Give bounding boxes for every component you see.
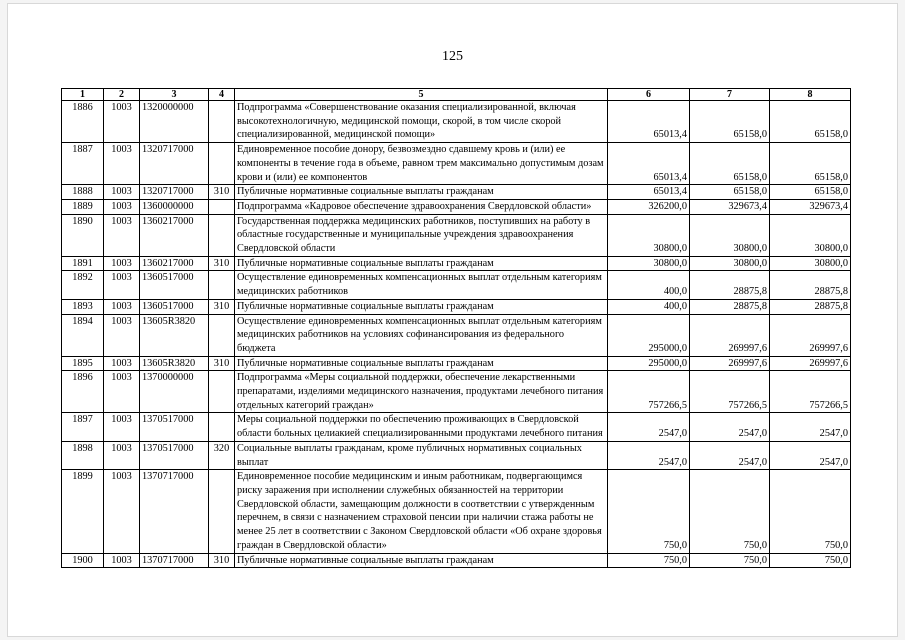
amount-col-7: 30800,0: [690, 256, 770, 271]
column-header: 6: [608, 89, 690, 101]
table-row: [62, 314, 851, 356]
amount-col-6: 400,0: [608, 299, 690, 314]
row-number: 1900: [62, 553, 104, 568]
target-article-code: 1370517000: [140, 441, 209, 469]
header-row: [62, 89, 851, 101]
amount-col-8: 28875,8: [770, 271, 851, 299]
amount-col-6: 757266,5: [608, 371, 690, 413]
item-name: Единовременное пособие медицинским и иным работникам, подвергающимся риску заражения при исполнении служебных обязанностей на территории Свердловской области, замещающим должности в соответствии с утвержденным перечнем, в связи с назначением страховой пенсии при наличии стажа работы не менее 25 лет в соответствии с Законом Свердловской области «Об охране здоровья граждан в Свердловской области»: [235, 470, 608, 553]
column-header: 4: [209, 89, 235, 101]
table-row: [62, 101, 851, 143]
target-article-code: 1320717000: [140, 143, 209, 185]
amount-col-8: 329673,4: [770, 199, 851, 214]
table-row: [62, 441, 851, 469]
table-row: [62, 199, 851, 214]
amount-col-7: 329673,4: [690, 199, 770, 214]
row-number: 1897: [62, 413, 104, 441]
row-number: 1896: [62, 371, 104, 413]
target-article-code: 13605R3820: [140, 356, 209, 371]
expense-type-code: 310: [209, 256, 235, 271]
target-article-code: 1320000000: [140, 101, 209, 143]
section-code: 1003: [104, 256, 140, 271]
amount-col-6: 2547,0: [608, 413, 690, 441]
item-name: Публичные нормативные социальные выплаты гражданам: [235, 553, 608, 568]
amount-col-8: 269997,6: [770, 356, 851, 371]
target-article-code: 1370717000: [140, 553, 209, 568]
row-number: 1898: [62, 441, 104, 469]
amount-col-6: 750,0: [608, 553, 690, 568]
row-number: 1894: [62, 314, 104, 356]
column-header: 7: [690, 89, 770, 101]
item-name: Меры социальной поддержки по обеспечению проживающих в Свердловской области больных целиакией специализированными продуктами лечебного питания: [235, 413, 608, 441]
amount-col-6: 295000,0: [608, 314, 690, 356]
amount-col-7: 65158,0: [690, 185, 770, 200]
item-name: Подпрограмма «Кадровое обеспечение здравоохранения Свердловской области»: [235, 199, 608, 214]
row-number: 1886: [62, 101, 104, 143]
table-row: [62, 185, 851, 200]
expense-type-code: 310: [209, 356, 235, 371]
table-row: [62, 256, 851, 271]
expense-type-code: [209, 470, 235, 553]
amount-col-6: 295000,0: [608, 356, 690, 371]
target-article-code: 1370000000: [140, 371, 209, 413]
item-name: Публичные нормативные социальные выплаты гражданам: [235, 185, 608, 200]
item-name: Публичные нормативные социальные выплаты гражданам: [235, 299, 608, 314]
amount-col-7: 28875,8: [690, 271, 770, 299]
section-code: 1003: [104, 314, 140, 356]
expense-type-code: [209, 413, 235, 441]
target-article-code: 1360217000: [140, 214, 209, 256]
row-number: 1892: [62, 271, 104, 299]
table-row: [62, 413, 851, 441]
expense-type-code: 310: [209, 299, 235, 314]
item-name: Подпрограмма «Меры социальной поддержки, обеспечение лекарственными препаратами, изделиями медицинского назначения, продуктами лечебного питания отдельных категорий граждан»: [235, 371, 608, 413]
amount-col-6: 2547,0: [608, 441, 690, 469]
amount-col-6: 30800,0: [608, 256, 690, 271]
target-article-code: 1360000000: [140, 199, 209, 214]
amount-col-8: 28875,8: [770, 299, 851, 314]
target-article-code: 1360517000: [140, 271, 209, 299]
amount-col-7: 65158,0: [690, 143, 770, 185]
section-code: 1003: [104, 441, 140, 469]
target-article-code: 1370717000: [140, 470, 209, 553]
expense-type-code: [209, 271, 235, 299]
row-number: 1890: [62, 214, 104, 256]
column-header: 2: [104, 89, 140, 101]
row-number: 1889: [62, 199, 104, 214]
table-row: [62, 470, 851, 553]
expense-type-code: 310: [209, 553, 235, 568]
amount-col-7: 28875,8: [690, 299, 770, 314]
row-number: 1891: [62, 256, 104, 271]
expense-type-code: [209, 199, 235, 214]
item-name: Осуществление единовременных компенсационных выплат отдельным категориям медицинских работников: [235, 271, 608, 299]
expense-type-code: [209, 314, 235, 356]
item-name: Осуществление единовременных компенсационных выплат отдельным категориям медицинских работников на условиях софинансирования из федерального бюджета: [235, 314, 608, 356]
table-row: [62, 356, 851, 371]
expense-type-code: [209, 371, 235, 413]
amount-col-6: 30800,0: [608, 214, 690, 256]
amount-col-6: 750,0: [608, 470, 690, 553]
item-name: Публичные нормативные социальные выплаты гражданам: [235, 256, 608, 271]
amount-col-7: 2547,0: [690, 441, 770, 469]
expense-type-code: 320: [209, 441, 235, 469]
target-article-code: 1320717000: [140, 185, 209, 200]
column-header: 1: [62, 89, 104, 101]
row-number: 1895: [62, 356, 104, 371]
amount-col-6: 326200,0: [608, 199, 690, 214]
table-row: [62, 271, 851, 299]
table-row: [62, 143, 851, 185]
amount-col-8: 750,0: [770, 553, 851, 568]
table-row: [62, 553, 851, 568]
amount-col-6: 400,0: [608, 271, 690, 299]
section-code: 1003: [104, 199, 140, 214]
row-number: 1887: [62, 143, 104, 185]
amount-col-7: 269997,6: [690, 356, 770, 371]
item-name: Подпрограмма «Совершенствование оказания специализированной, включая высокотехнологичную, медицинской помощи, скорой, в том числе скорой специализированной, медицинской помощи»: [235, 101, 608, 143]
amount-col-8: 2547,0: [770, 413, 851, 441]
item-name: Публичные нормативные социальные выплаты гражданам: [235, 356, 608, 371]
section-code: 1003: [104, 413, 140, 441]
amount-col-8: 65158,0: [770, 101, 851, 143]
document-page: [8, 4, 897, 636]
section-code: 1003: [104, 185, 140, 200]
item-name: Государственная поддержка медицинских работников, поступивших на работу в областные государственные и муниципальные учреждения здравоохранения Свердловской области: [235, 214, 608, 256]
section-code: 1003: [104, 470, 140, 553]
amount-col-7: 750,0: [690, 553, 770, 568]
target-article-code: 1360517000: [140, 299, 209, 314]
amount-col-6: 65013,4: [608, 101, 690, 143]
section-code: 1003: [104, 371, 140, 413]
amount-col-8: 757266,5: [770, 371, 851, 413]
amount-col-6: 65013,4: [608, 185, 690, 200]
section-code: 1003: [104, 101, 140, 143]
amount-col-8: 30800,0: [770, 214, 851, 256]
expense-type-code: [209, 101, 235, 143]
budget-table: [61, 88, 851, 568]
amount-col-8: 750,0: [770, 470, 851, 553]
target-article-code: 1370517000: [140, 413, 209, 441]
expense-type-code: 310: [209, 185, 235, 200]
amount-col-7: 757266,5: [690, 371, 770, 413]
section-code: 1003: [104, 356, 140, 371]
expense-type-code: [209, 214, 235, 256]
item-name: Единовременное пособие донору, безвозмездно сдавшему кровь и (или) ее компоненты в течение года в объеме, равном трем максимально допустимым дозам крови и (или) ее компонентов: [235, 143, 608, 185]
row-number: 1893: [62, 299, 104, 314]
amount-col-8: 2547,0: [770, 441, 851, 469]
amount-col-8: 269997,6: [770, 314, 851, 356]
target-article-code: 13605R3820: [140, 314, 209, 356]
amount-col-8: 30800,0: [770, 256, 851, 271]
column-header: 5: [235, 89, 608, 101]
section-code: 1003: [104, 143, 140, 185]
section-code: 1003: [104, 553, 140, 568]
amount-col-7: 750,0: [690, 470, 770, 553]
amount-col-7: 30800,0: [690, 214, 770, 256]
row-number: 1899: [62, 470, 104, 553]
column-header: 8: [770, 89, 851, 101]
amount-col-8: 65158,0: [770, 143, 851, 185]
section-code: 1003: [104, 214, 140, 256]
section-code: 1003: [104, 299, 140, 314]
amount-col-7: 269997,6: [690, 314, 770, 356]
table-row: [62, 299, 851, 314]
table-row: [62, 371, 851, 413]
page-number: 125: [442, 49, 463, 64]
amount-col-7: 65158,0: [690, 101, 770, 143]
column-header: 3: [140, 89, 209, 101]
item-name: Социальные выплаты гражданам, кроме публичных нормативных социальных выплат: [235, 441, 608, 469]
table-row: [62, 214, 851, 256]
amount-col-7: 2547,0: [690, 413, 770, 441]
expense-type-code: [209, 143, 235, 185]
amount-col-8: 65158,0: [770, 185, 851, 200]
section-code: 1003: [104, 271, 140, 299]
amount-col-6: 65013,4: [608, 143, 690, 185]
row-number: 1888: [62, 185, 104, 200]
target-article-code: 1360217000: [140, 256, 209, 271]
